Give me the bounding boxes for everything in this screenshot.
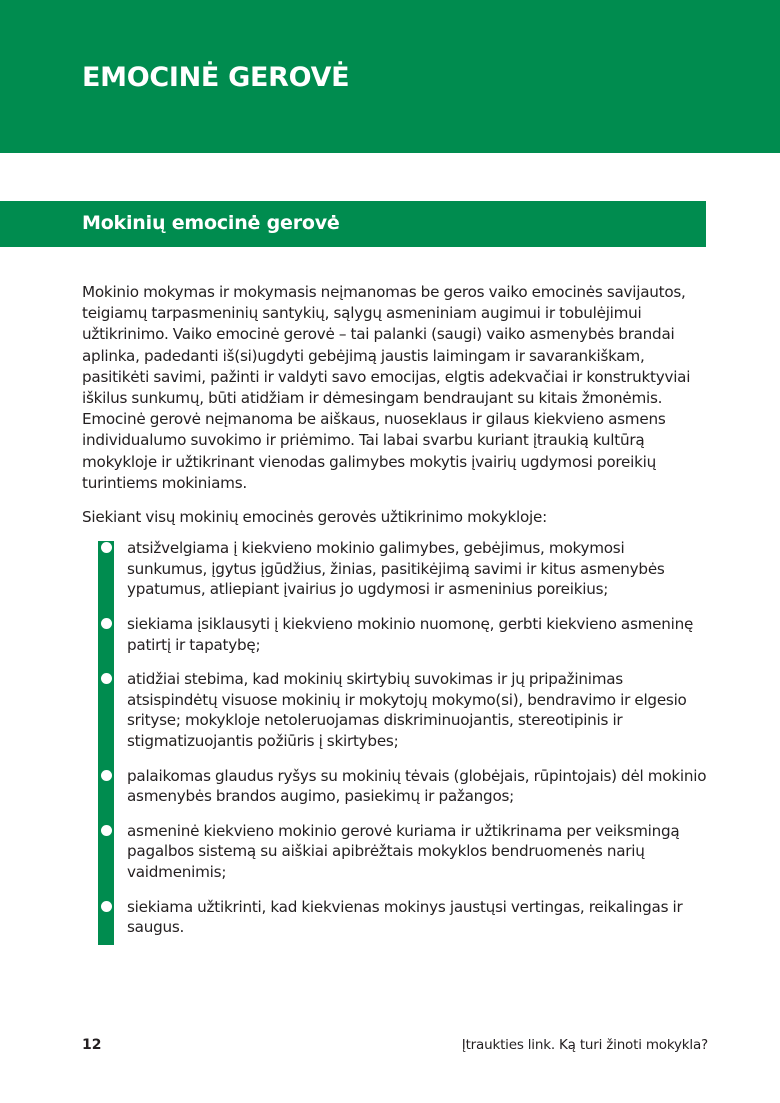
list-item: [98, 669, 708, 751]
list-item: [98, 766, 708, 807]
list-item: [98, 614, 708, 655]
list-lead-in: Siekiant visų mokinių emocinės gerovės užtikrinimo mokykloje:: [82, 508, 547, 527]
list-item-text: siekiama užtikrinti, kad kiekvienas mokinys jaustųsi vertingas, reikalingas ir saugus.: [127, 897, 683, 937]
section-header: [0, 201, 706, 247]
main-content: [82, 282, 708, 952]
bullet-dot-icon: [101, 901, 112, 912]
list-item-text: siekiama įsiklausyti į kiekvieno mokinio nuomonę, gerbti kiekvieno asmeninę patirtį ir tapatybę;: [127, 615, 694, 654]
intro-paragraph: Mokinio mokymas ir mokymasis neįmanomas be geros vaiko emocinės savijautos, teigiamų tarpasmeninių santykių, sąlygų asmeniniam augimui ir tobulėjimui užtikrinimo. Vaiko emocinė gerovė – tai palanki (saugi) vaiko asmenybės brandai aplinka, padedanti iš(si)ugdyti gebėjimą jaustis laimingam ir savarankiškam, pasitikėti savimi, pažinti ir valdyti savo emocijas, elgtis adekvačiai ir konstruktyviai iškilus sunkumų, būti atidžiam ir dėmesingam bendraujant su kitais žmonėmis. Emocinė gerovė neįmanoma be aiškaus, nuoseklaus ir gilaus kiekvieno asmens individualumo suvokimo ir priėmimo. Tai labai svarbu kuriant įtraukią kultūrą mokykloje ir užtikrinant vienodas galimybes mokytis įvairių ugdymosi poreikių turintiems mokiniams.: [82, 283, 691, 492]
list-item-text: asmeninė kiekvieno mokinio gerovė kuriama ir užtikrinama per veiksmingą pagalbos sistemą su aiškiai apibrėžtais mokyklos bendruomenės narių vaidmenimis;: [127, 821, 680, 881]
list-item-text: atsižvelgiama į kiekvieno mokinio galimybes, gebėjimus, mokymosi sunkumus, įgytus įgūdžius, žinias, pasitikėjimą savimi ir kitus asmenybės ypatumus, atliepiant įvairius jo ugdymosi ir asmeninius poreikius;: [127, 539, 665, 599]
bullet-dot-icon: [101, 825, 112, 836]
running-footer-title: Įtraukties link. Ką turi žinoti mokykla?: [461, 1037, 708, 1053]
bullet-dot-icon: [101, 673, 112, 684]
chapter-header: [0, 0, 780, 153]
list-item: [98, 897, 708, 938]
bullet-dot-icon: [101, 770, 112, 781]
list-item: [98, 538, 708, 600]
list-item-text: atidžiai stebima, kad mokinių skirtybių suvokimas ir jų pripažinimas atsispindėtų visuose mokinių ir mokytojų mokymo(si), bendravimo ir elgesio srityse; mokykloje netoleruojamas diskriminuojantis, stereotipinis ir stigmatizuojantis požiūris į skirtybes;: [127, 670, 687, 750]
bullet-dot-icon: [101, 618, 112, 629]
page-number: 12: [82, 1037, 102, 1053]
chapter-title: EMOCINĖ GEROVĖ: [82, 62, 350, 93]
bullet-list: [98, 538, 708, 938]
list-item-text: palaikomas glaudus ryšys su mokinių tėvais (globėjais, rūpintojais) dėl mokinio asmenybės brandos augimo, pasiekimų ir pažangos;: [127, 766, 707, 806]
list-item: [98, 821, 708, 883]
section-title: Mokinių emocinė gerovė: [82, 212, 340, 234]
bullet-dot-icon: [101, 542, 112, 553]
